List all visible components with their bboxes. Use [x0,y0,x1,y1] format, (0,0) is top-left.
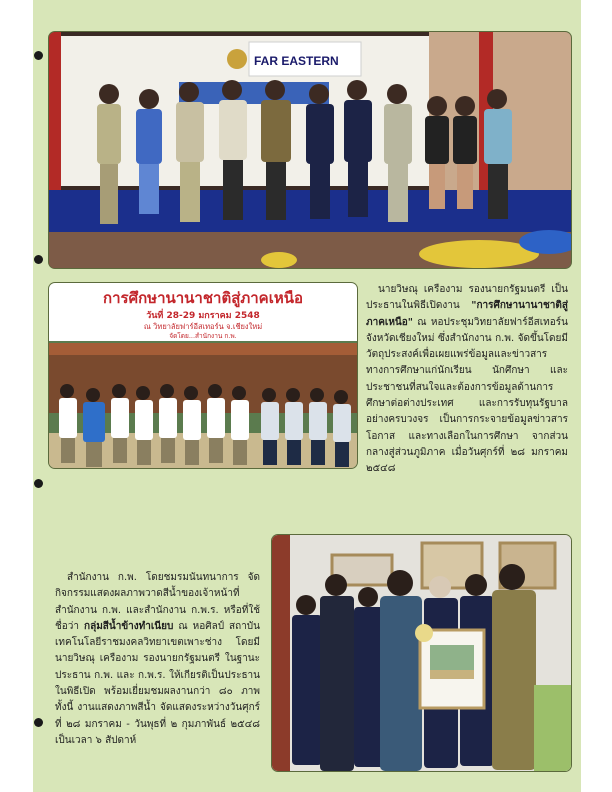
photo-opening-ceremony-group [49,32,571,268]
photo-watercolor-exhibition [272,535,571,771]
paragraph-watercolor-exhibition [55,570,260,749]
paragraph-1-highlight: "การศึกษานานาชาติสู่ภาคเหนือ" [366,300,568,328]
punch-hole-1 [34,51,43,60]
paragraph-2-text-a: สำนักงาน ก.พ. โดยชมรมนันทนาการ จัดกิจกรรมแสดงผลภาพวาดสีน้ำของเจ้าหน้าที่สำนักงาน ก.พ. และสำนักงาน ก.พ.ร. หรือที่ใช้ชื่อว่า [55,572,260,632]
paragraph-2-text-b: ณ หอศิลป์ สถาบันเทคโนโลยีราชมงคลวิทยาเขตเพาะช่าง โดยมีนายวิษณุ เครืองาม รองนายกรัฐมนตรี ในฐานะประธาน ก.พ. และ ก.พ.ร. ให้เกียรติเป็นประธานในพิธีเปิด พร้อมเยี่ยมชมผลงานกว่า ๘๐ ภาพ ทั้งนี้ งานแสดงภาพสีน้ำ จัดแสดงระหว่างวันศุกร์ที่ ๒๘ มกราคม - วันพุธที่ ๒ กุมภาพันธ์ ๒๕๔๘ เป็นเวลา ๖ สัปดาห์ [55,620,260,746]
paragraph-2-highlight: กลุ่มสีน้ำข้างทำเนียบ [84,620,174,632]
paragraph-opening-ceremony [366,282,568,478]
photo-students-banner [49,283,357,468]
punch-hole-2 [34,255,43,264]
banner-line-4: จัดโดย...สำนักงาน ก.พ. [169,332,237,340]
paragraph-1-text-a: นายวิษณุ เครืองาม รองนายกรัฐมนตรี เป็นประธานในพิธีเปิดงาน [366,284,568,312]
banner-line-3: ณ วิทยาลัยฟาร์อีสเทอร์น จ.เชียงใหม่ [143,322,263,331]
backdrop-logo-text: FAR EASTERN [254,54,339,68]
punch-hole-3 [34,479,43,488]
punch-hole-4 [34,718,43,727]
banner-line-2: วันที่ 28-29 มกราคม 2548 [146,311,260,321]
banner-line-1: การศึกษานานาชาติสู่ภาคเหนือ [103,289,303,307]
paragraph-1-text-b: ณ หอประชุมวิทยาลัยฟาร์อีสเทอร์น จังหวัดเชียงใหม่ ซึ่งสำนักงาน ก.พ. จัดขึ้นโดยมีวัตถุประสงค์เพื่อเผยแพร่ข้อมูลและข่าวสารทางการศึกษาแก่นักเรียน นักศึกษา และประชาชนที่สนใจและต้องการข้อมูลด้านการศึกษาต่อต่างประเทศ และการรับทุนรัฐบาลอย่างครบวงจร เป็นการกระจายข้อมูลข่าวสารโอกาส และทางเลือกในการศึกษา จากส่วนกลางสู่ส่วนภูมิภาค เมื่อวันศุกร์ที่ ๒๘ มกราคม ๒๕๔๘ [366,316,568,475]
